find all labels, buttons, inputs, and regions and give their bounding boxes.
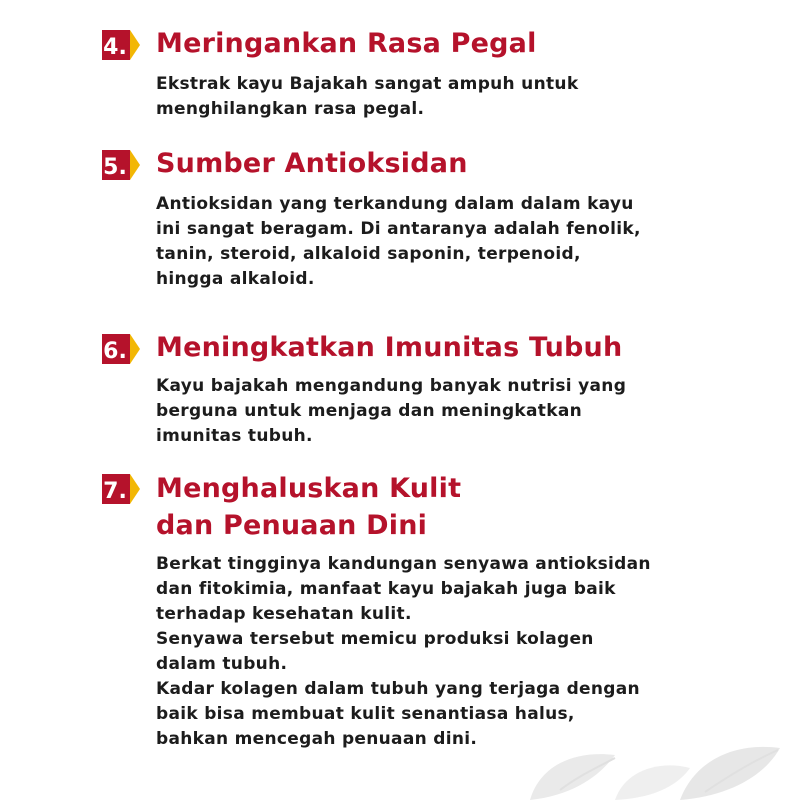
benefit-title: Sumber Antioksidan: [156, 148, 468, 179]
number-badge: [100, 26, 142, 64]
number-label: 6.: [103, 339, 127, 364]
benefit-description: Berkat tingginya kandungan senyawa antioksidan dan fitokimia, manfaat kayu bajakah juga baik terhadap kesehatan kulit. Senyawa tersebut memicu produksi kolagen dalam tubuh. Kadar kolagen dalam tubuh yang terjaga dengan baik bisa membuat kulit senantiasa halus, bahkan mencegah penuaan dini.: [156, 554, 651, 749]
benefit-description: Kayu bajakah mengandung banyak nutrisi yang berguna untuk menjaga dan meningkatkan imunitas tubuh.: [156, 376, 627, 446]
number-label: 7.: [103, 479, 127, 504]
benefit-description: Ekstrak kayu Bajakah sangat ampuh untuk menghilangkan rasa pegal.: [156, 74, 579, 119]
leaf-decoration-icon: [520, 730, 800, 800]
benefit-description: Antioksidan yang terkandung dalam dalam kayu ini sangat beragam. Di antaranya adalah fenolik, tanin, steroid, alkaloid saponin, terpenoid, hingga alkaloid.: [156, 194, 641, 289]
number-badge: [100, 470, 142, 508]
number-label: 4.: [103, 35, 127, 60]
benefit-title: Meringankan Rasa Pegal: [156, 28, 537, 59]
number-label: 5.: [103, 155, 127, 180]
benefit-title: Menghaluskan Kulit dan Penuaan Dini: [156, 473, 462, 541]
number-badge: [100, 146, 142, 184]
benefit-title: Meningkatkan Imunitas Tubuh: [156, 332, 623, 363]
number-badge: [100, 330, 142, 368]
